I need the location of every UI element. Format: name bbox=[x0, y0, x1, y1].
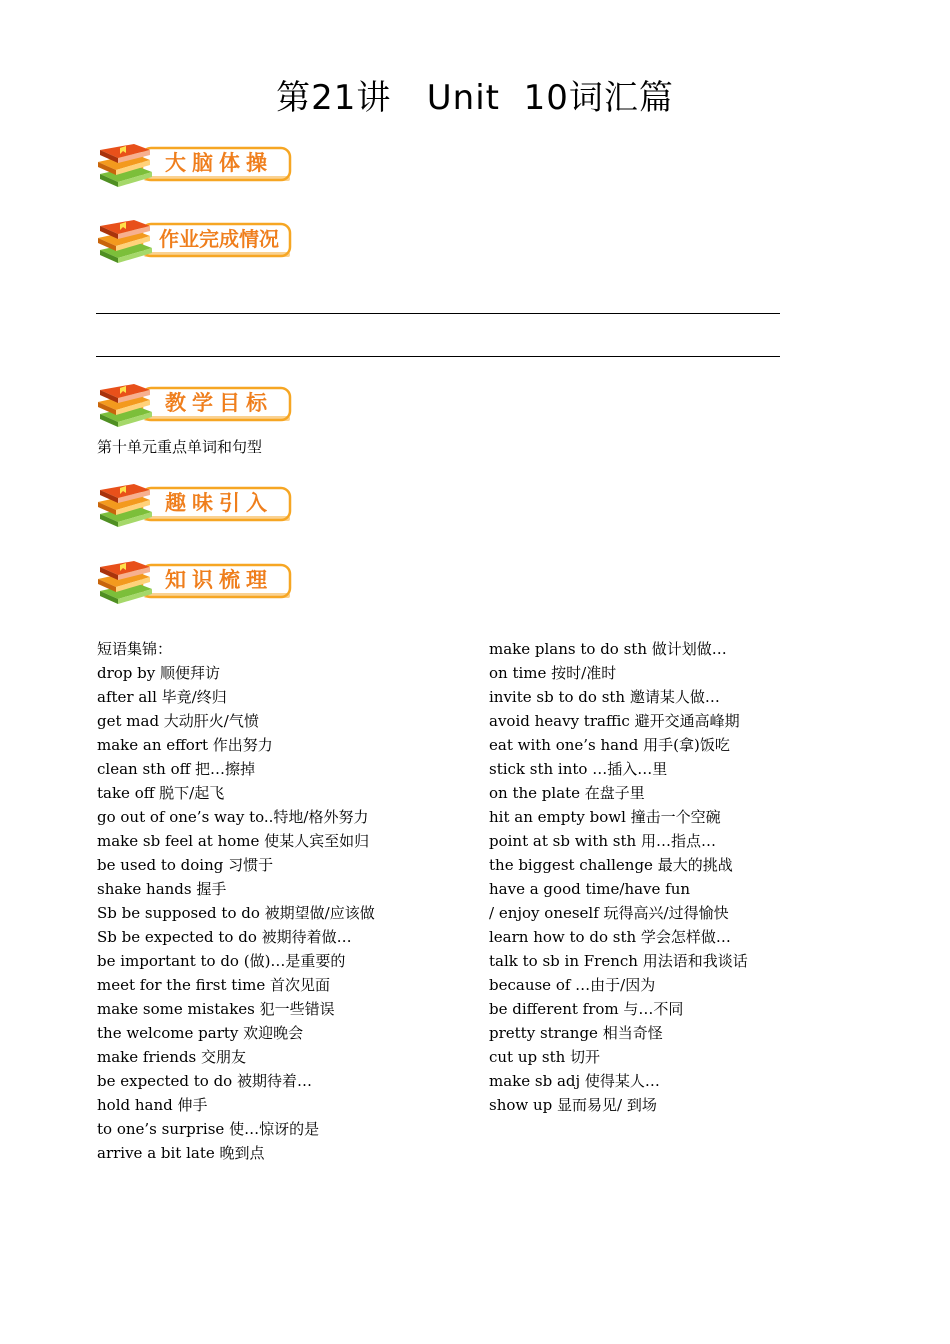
section-title: 知识梳理 bbox=[165, 568, 273, 592]
phrase-item: on time 按时/准时 bbox=[489, 664, 617, 682]
phrase-item: invite sb to do sth 邀请某人做… bbox=[489, 688, 720, 706]
phrase-item: because of …由于/因为 bbox=[489, 976, 656, 994]
phrase-item: hit an empty bowl 撞击一个空碗 bbox=[489, 808, 721, 826]
section-title: 大脑体操 bbox=[165, 151, 273, 175]
phrase-item: shake hands 握手 bbox=[97, 880, 227, 898]
phrase-item: get mad 大动肝火/气愤 bbox=[97, 712, 259, 730]
phrase-item: clean sth off 把…擦掉 bbox=[97, 760, 256, 778]
phrase-item: meet for the first time 首次见面 bbox=[97, 976, 330, 994]
phrase-item: to one’s surprise 使…惊讶的是 bbox=[97, 1120, 320, 1138]
phrase-item: eat with one’s hand 用手(拿)饭吃 bbox=[489, 736, 730, 754]
phrase-item: make some mistakes 犯一些错误 bbox=[97, 1000, 335, 1018]
phrase-item: show up 显而易见/ 到场 bbox=[489, 1096, 657, 1114]
page-title: 第21讲 Unit 10词汇篇 bbox=[276, 78, 674, 118]
phrases-right-column bbox=[489, 639, 748, 1119]
phrase-item: drop by 顺便拜访 bbox=[97, 664, 221, 682]
phrase-item: Sb be supposed to do 被期望做/应该做 bbox=[97, 904, 375, 922]
section-title: 作业完成情况 bbox=[159, 227, 279, 251]
phrase-item: be expected to do 被期待着… bbox=[97, 1072, 312, 1090]
phrase-item: be different from 与…不同 bbox=[489, 1000, 684, 1018]
phrase-item: talk to sb in French 用法语和我谈话 bbox=[489, 952, 748, 970]
phrase-heading: 短语集锦： bbox=[97, 640, 173, 658]
phrase-item: make an effort 作出努力 bbox=[97, 736, 273, 754]
section-title: 趣味引入 bbox=[165, 491, 273, 515]
section-badge-knowledge bbox=[96, 559, 296, 607]
phrase-item: on the plate 在盘子里 bbox=[489, 784, 645, 802]
phrase-item: cut up sth 切开 bbox=[489, 1048, 601, 1066]
phrase-item: after all 毕竟/终归 bbox=[97, 688, 227, 706]
phrase-item: learn how to do sth 学会怎样做… bbox=[489, 928, 731, 946]
phrase-item: take off 脱下/起飞 bbox=[97, 784, 225, 802]
phrase-item: Sb be expected to do 被期待着做… bbox=[97, 928, 352, 946]
phrase-item: point at sb with sth 用…指点… bbox=[489, 832, 716, 850]
section-badge-objectives bbox=[96, 382, 296, 430]
phrase-item: avoid heavy traffic 避开交通高峰期 bbox=[489, 712, 740, 730]
phrases-left-column bbox=[97, 639, 375, 1167]
phrase-item: be used to doing 习惯于 bbox=[97, 856, 274, 874]
phrase-item: be important to do (做)…是重要的 bbox=[97, 952, 346, 970]
phrase-item: make friends 交朋友 bbox=[97, 1048, 247, 1066]
section-badge-warmup bbox=[96, 142, 296, 190]
phrase-item: have a good time/have fun bbox=[489, 880, 691, 898]
phrase-item: stick sth into …插入…里 bbox=[489, 760, 668, 778]
answer-line bbox=[96, 313, 780, 314]
section-badge-intro bbox=[96, 482, 296, 530]
objectives-text: 第十单元重点单词和句型 bbox=[97, 438, 263, 456]
phrase-item: make sb adj 使得某人… bbox=[489, 1072, 660, 1090]
section-title: 教学目标 bbox=[165, 391, 273, 415]
phrase-item: / enjoy oneself 玩得高兴/过得愉快 bbox=[489, 904, 729, 922]
phrase-item: make plans to do sth 做计划做… bbox=[489, 640, 727, 658]
phrase-item: go out of one’s way to..特地/格外努力 bbox=[97, 808, 369, 826]
phrase-item: make sb feel at home 使某人宾至如归 bbox=[97, 832, 370, 850]
phrase-item: arrive a bit late 晚到点 bbox=[97, 1144, 265, 1162]
section-badge-homework bbox=[96, 218, 296, 266]
answer-line bbox=[96, 356, 780, 357]
phrase-item: the biggest challenge 最大的挑战 bbox=[489, 856, 733, 874]
phrase-item: the welcome party 欢迎晚会 bbox=[97, 1024, 304, 1042]
phrase-item: hold hand 伸手 bbox=[97, 1096, 208, 1114]
phrase-item: pretty strange 相当奇怪 bbox=[489, 1024, 663, 1042]
